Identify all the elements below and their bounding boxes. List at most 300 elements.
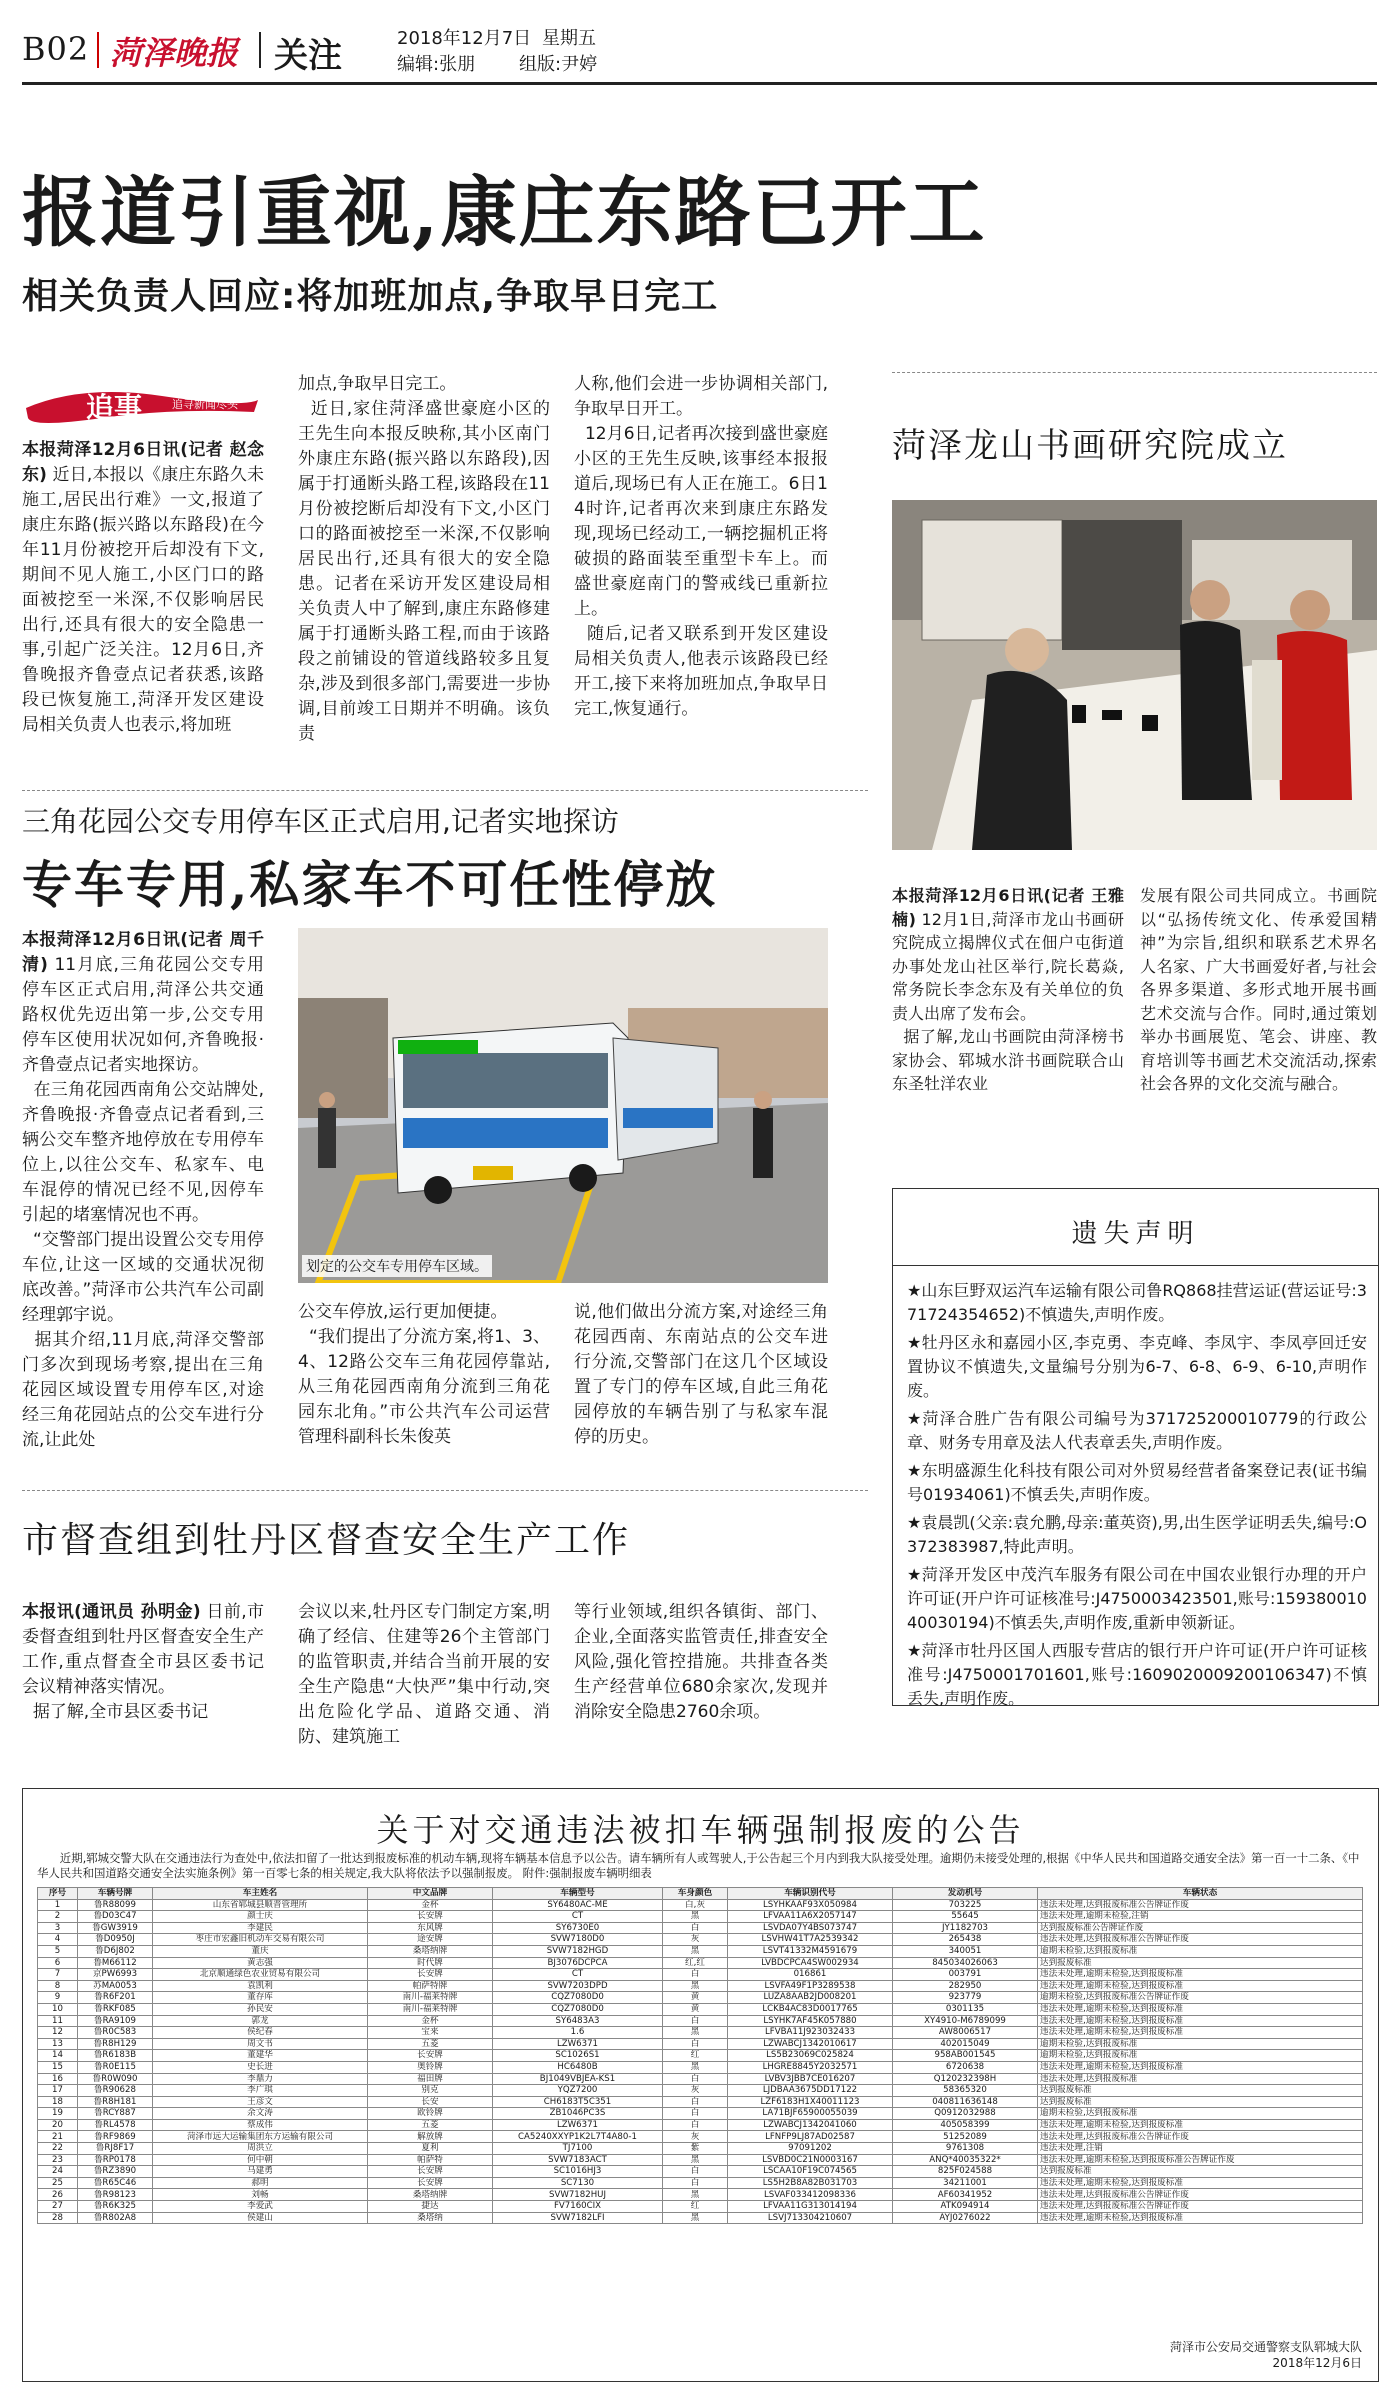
table-cell: 违法未处理,达到报废标准 [1038,2073,1363,2085]
table-cell: FV7160CIX [493,2201,663,2213]
academy-top-rule [892,372,1377,373]
table-row [38,2119,1363,2131]
table-cell: 845034026063 [893,1957,1038,1969]
table-cell: SC7130 [493,2177,663,2189]
table-cell: 违法未处理,注销 [1038,2143,1363,2155]
table-row [38,2108,1363,2120]
table-cell: 13 [38,2038,78,2050]
lead-headline: 报道引重视,康庄东路已开工 [22,168,987,257]
table-cell: LA71BJF65900055039 [728,2108,893,2120]
table-cell: CT [493,1911,663,1923]
table-cell: 鲁R0C583 [78,2027,153,2039]
table-cell: 鲁R8H129 [78,2038,153,2050]
table-cell: 颜士庆 [153,1911,368,1923]
table-row [38,2015,1363,2027]
bus-column-1 [22,928,264,1580]
table-cell: LS5B23069C025824 [728,2050,893,2062]
table-cell: 18 [38,2096,78,2108]
announcement-box [22,1788,1379,2382]
table-cell: 鲁RKF085 [78,2003,153,2015]
table-cell: 003791 [893,1969,1038,1981]
table-cell: 白 [663,1922,728,1934]
table-cell: 21 [38,2131,78,2143]
table-cell: LZW6371 [493,2119,663,2131]
sign-org: 菏泽市公安局交通警察支队郓城大队 [1169,2340,1362,2354]
table-cell: LFNFP9LJ87AD02587 [728,2131,893,2143]
table-cell: 灰 [663,2131,728,2143]
table-row [38,2050,1363,2062]
table-cell: 20 [38,2119,78,2131]
issue-weekday: 星期五 [542,28,596,49]
table-cell: 白 [663,2073,728,2085]
vehicle-table-body [38,1899,1363,2224]
table-cell: 达到报废标准 [1038,2096,1363,2108]
table-cell: 侯建山 [153,2212,368,2224]
academy-photo [892,500,1377,850]
table-cell: 违法未处理,达到报废标准公告牌证作废 [1038,2189,1363,2201]
table-cell: AYJ0276022 [893,2212,1038,2224]
table-cell: 红,红 [663,1957,728,1969]
table-cell: 鲁RCY887 [78,2108,153,2120]
table-cell: 郝明 [153,2177,368,2189]
safety-byline: 本报讯(通讯员 孙明金) [22,1602,201,1622]
table-cell: 鲁RZ3890 [78,2166,153,2178]
table-cell: 达到报废标准 [1038,2166,1363,2178]
table-cell: 夏利 [368,2143,493,2155]
lead-column-1 [22,438,264,748]
table-cell: 鲁D03C47 [78,1911,153,1923]
table-cell: 鲁M66112 [78,1957,153,1969]
table-cell: 金杯 [368,2015,493,2027]
table-cell: LVBDCPCA4SW002934 [728,1957,893,1969]
table-cell: 袁凯利 [153,1980,368,1992]
table-cell: 欧铃牌 [368,2108,493,2120]
table-cell: 紫 [663,2143,728,2155]
table-cell: 刘畅 [153,2189,368,2201]
table-cell: 王彦文 [153,2096,368,2108]
safety-col1-text: 日前,市委督查组到牡丹区督查安全生产工作,重点督查全市县区委书记会议精神落实情况。 据了解,全市县区委书记 [22,1602,264,1722]
table-cell: 白 [663,2038,728,2050]
table-cell: ANQ*40035322* [893,2154,1038,2166]
table-cell: LSVAF033412098336 [728,2189,893,2201]
table-cell: 白 [663,2177,728,2189]
table-cell: 马建勇 [153,2166,368,2178]
table-cell: 周洪立 [153,2143,368,2155]
academy-col2-text: 发展有限公司共同成立。书画院以“弘扬传统文化、传承爱国精神”为宗旨,组织和联系艺术界名人名家、广大书画爱好者,与社会各界多渠道、多形式地开展书画艺术交流与合作。同时,通过策划举办书画展览、笔会、讲座、教育培训等书画艺术交流活动,探索社会各界的文化交流与融合。 [1140,886,1377,1093]
vehicle-table [37,1887,1363,2224]
column-header: 车身颜色 [663,1888,728,1900]
academy-column-1 [892,884,1124,1106]
table-cell: 黑 [663,2212,728,2224]
safety-top-rule [22,1490,868,1491]
lost-notice-item: ★菏泽开发区中茂汽车服务有限公司在中国农业银行办理的开户许可证(开户许可证核准号:J4750003423501,账号:15938001040030194)不慎丢失,声明作废,重新申领新证。 [907,1565,1367,1632]
table-cell: BJ3076DCPCA [493,1957,663,1969]
table-cell: 28 [38,2212,78,2224]
table-cell: 白 [663,1969,728,1981]
layout-name: 组版:尹婷 [519,54,598,75]
table-cell: 长安 [368,2096,493,2108]
table-cell: 10 [38,2003,78,2015]
table-cell: 鲁R98123 [78,2189,153,2201]
bus-top-rule [22,790,868,791]
table-cell: ATK094914 [893,2201,1038,2213]
announcement-title: 关于对交通违法被扣车辆强制报废的公告 [376,1811,1025,1849]
paper-logo: 菏泽晚报 [110,34,239,72]
table-cell: LZWABCJ1342041060 [728,2119,893,2131]
badge-sub-text: 追寻新闻尽头 [172,398,238,411]
lost-notice-title-rule [893,1265,1378,1266]
table-cell: 825F024588 [893,2166,1038,2178]
table-row [38,2038,1363,2050]
table-cell: LHGRE8845Y2032571 [728,2061,893,2073]
table-cell: 17 [38,2085,78,2097]
table-cell: SY6730E0 [493,1922,663,1934]
table-cell: SY6480AC-ME [493,1899,663,1911]
lost-notice-title: 遗失声明 [1071,1219,1200,1249]
table-cell: SY6483A3 [493,2015,663,2027]
table-cell: 董庆 [153,1945,368,1957]
badge-main-text: 追事 [86,391,143,424]
table-cell: 时代牌 [368,1957,493,1969]
table-cell: 李广琪 [153,2085,368,2097]
table-cell: 长安牌 [368,1969,493,1981]
lead-subheadline: 相关负责人回应:将加班加点,争取早日完工 [22,276,719,317]
table-cell: 何中朝 [153,2154,368,2166]
table-cell: 余文涛 [153,2108,368,2120]
table-cell: 7 [38,1969,78,1981]
table-cell: 5 [38,1945,78,1957]
bus-photo [298,928,828,1283]
section-name: 关注 [274,36,342,76]
vehicle-table-wrap [37,1887,1362,2224]
bus-stop-scene-image [298,928,828,1283]
table-cell: 6 [38,1957,78,1969]
academy-headline: 菏泽龙山书画研究院成立 [892,426,1288,466]
safety-column-2 [298,1600,550,1747]
table-row [38,2189,1363,2201]
table-row [38,2201,1363,2213]
table-cell: 鲁R0E115 [78,2061,153,2073]
table-cell: 违法未处理,逾期未检验,达到报废标准 [1038,2119,1363,2131]
table-cell: LUZA8AAB2JD008201 [728,1992,893,2004]
table-cell: LSVDA07Y4BS073747 [728,1922,893,1934]
table-cell: 灰 [663,1934,728,1946]
table-cell: 白 [663,2108,728,2120]
table-cell: LSVFA49F1P3289538 [728,1980,893,1992]
table-cell: 侯纪春 [153,2027,368,2039]
table-cell: CQZ7080D0 [493,1992,663,2004]
table-cell: 孙民安 [153,2003,368,2015]
table-cell: 6720638 [893,2061,1038,2073]
table-cell: 黄 [663,1992,728,2004]
table-cell: 鲁R90628 [78,2085,153,2097]
bus-col1-text: 11月底,三角花园公交专用停车区正式启用,菏泽公共交通路权优先迈出第一步,公交专用停车区使用状况如何,齐鲁晚报·齐鲁壹点记者实地探访。 在三角花园西南角公交站牌处,齐鲁晚报·齐鲁壹点记者看到,三辆公交车整齐地停放在专用停车位上,以往公交车、私家车、电车混停的情况已经不见,因停车引起的堵塞情况也不再。 “交警部门提出设置公交专用停车位,让这一区域的交通状况彻底改善。”菏泽市公共汽车公司副经理郭宇说。 据其介绍,11月底,菏泽交警部门多次到现场考察,提出在三角花园区域设置专用停车区,对途经三角花园站点的公交车进行分流,让此处 [22,955,265,1450]
table-cell: 逾期未检验,达到报废标准 [1038,1945,1363,1957]
table-cell: 达到报废标准 [1038,2085,1363,2097]
table-cell: LZWABCJ1342010617 [728,2038,893,2050]
table-cell: 违法未处理,达到报废标准公告牌证作废 [1038,1899,1363,1911]
table-row [38,2143,1363,2155]
table-cell: LVBV3JBB7CE016207 [728,2073,893,2085]
table-row [38,1945,1363,1957]
table-cell: 捷达 [368,2201,493,2213]
table-cell: 违法未处理,达到报废标准公告牌证作废 [1038,1934,1363,1946]
table-cell: 14 [38,2050,78,2062]
table-cell: 违法未处理,逾期未检验,达到报废标准 [1038,2212,1363,2224]
table-cell: 桑塔纳牌 [368,2189,493,2201]
table-cell: 达到报废标准 [1038,1957,1363,1969]
table-cell: LSVBD0C21N0003167 [728,2154,893,2166]
table-cell: CA5240XXYP1K2L7T4A80-1 [493,2131,663,2143]
table-cell: 南川-福莱特牌 [368,2003,493,2015]
table-cell: 282950 [893,1980,1038,1992]
table-cell: CT [493,1969,663,1981]
header-rule [22,82,1377,85]
table-cell: 违法未处理,逾期未检验,达到报废标准 [1038,2177,1363,2189]
lost-notice-box [892,1188,1379,1706]
table-cell: AW8006517 [893,2027,1038,2039]
bus-kicker: 三角花园公交专用停车区正式启用,记者实地探访 [22,805,619,838]
table-cell: 鲁RF9869 [78,2131,153,2143]
table-cell: HC6480B [493,2061,663,2073]
table-cell: 405058399 [893,2119,1038,2131]
table-cell: 鲁R65C46 [78,2177,153,2189]
table-cell: 22 [38,2143,78,2155]
table-cell: 402015049 [893,2038,1038,2050]
table-cell: 违法未处理,逾期未检验,达到报废标准 [1038,1980,1363,1992]
table-cell: CH6183T5C351 [493,2096,663,2108]
table-cell: 李爱武 [153,2201,368,2213]
table-cell: 鲁GW3919 [78,1922,153,1934]
table-row [38,2096,1363,2108]
table-cell: 违法未处理,逾期未检验,达到报废标准 [1038,2003,1363,2015]
table-cell: 违法未处理,逾期未检验,达到报废标准 [1038,2015,1363,2027]
table-cell: 黑 [663,2154,728,2166]
table-cell: 鲁R0W090 [78,2073,153,2085]
table-cell: SC1016HJ3 [493,2166,663,2178]
table-cell: SVW7182LFI [493,2212,663,2224]
table-cell: 违法未处理,逾期未检验,达到报废标准公告牌证作废 [1038,2154,1363,2166]
table-cell: LFVAA11A6X2057147 [728,1911,893,1923]
table-cell: 黑 [663,2189,728,2201]
table-cell: SVW7203DPD [493,1980,663,1992]
table-cell: 奥铃牌 [368,2061,493,2073]
bus-col3-text: 说,他们做出分流方案,对途经三角花园西南、东南站点的公交车进行分流,交警部门在这几个区域设置了专门的停车区域,自此三角花园停放的车辆告别了与私家车混停的历史。 [574,1302,828,1447]
lead-byline: 本报菏泽12月6日讯(记者 赵念东) [22,440,264,485]
table-cell: LSVHW41T7A2539342 [728,1934,893,1946]
table-row [38,2027,1363,2039]
table-cell: 白 [663,2096,728,2108]
table-cell: 8 [38,1980,78,1992]
table-cell: 白,灰 [663,1899,728,1911]
safety-col3-text: 等行业领域,组织各镇街、部门、企业,全面落实监管责任,排查安全风险,强化管控措施。共排查各类生产经营单位680余家次,发现并消除安全隐患2760余项。 [574,1602,828,1722]
table-cell: 鲁D0950J [78,1934,153,1946]
table-cell: 9 [38,1992,78,2004]
column-header: 车主姓名 [153,1888,368,1900]
table-cell: 违法未处理,逾期未检验,达到报废标准 [1038,1969,1363,1981]
table-cell: LFVBA11J923032433 [728,2027,893,2039]
table-cell: Q0912032988 [893,2108,1038,2120]
table-cell: 白 [663,2015,728,2027]
table-cell: XY4910-M6789099 [893,2015,1038,2027]
bus-byline: 本报菏泽12月6日讯(记者 周千清) [22,930,264,975]
table-cell: ZB1046PC3S [493,2108,663,2120]
academy-col1-text: 12月1日,菏泽市龙山书画研究院成立揭牌仪式在佃户屯街道办事处龙山社区举行,院长葛焱,常务院长李念东及有关单位的负责人出席了发布会。 据了解,龙山书画院由菏泽榜书家协会、郓城水浒书画院联合山东圣牡洋农业 [892,909,1124,1093]
table-cell: 黄志强 [153,1957,368,1969]
table-cell: 逾期未检验,达到报废标准 [1038,2108,1363,2120]
table-cell: 55645 [893,1911,1038,1923]
lead-column-3 [574,372,828,748]
table-cell: 34211001 [893,2177,1038,2189]
table-cell: 山东省郓城县顺晋管理所 [153,1899,368,1911]
table-cell: 途安牌 [368,1934,493,1946]
column-header: 中文品牌 [368,1888,493,1900]
table-cell: 15 [38,2061,78,2073]
table-cell: 五菱 [368,2038,493,2050]
announcement-signature [1170,2339,1362,2371]
table-cell: 黑 [663,1945,728,1957]
table-cell: 2 [38,1911,78,1923]
table-cell: CQZ7080D0 [493,2003,663,2015]
table-cell: YQZ7200 [493,2085,663,2097]
table-row [38,2085,1363,2097]
table-cell: 桑塔纳 [368,2212,493,2224]
table-cell: 灰 [663,2085,728,2097]
table-cell: 北京顺通绿色农业贸易有限公司 [153,1969,368,1981]
table-row [38,1992,1363,2004]
table-cell: 9761308 [893,2143,1038,2155]
table-row [38,2073,1363,2085]
table-cell: LZF6183H1X40011123 [728,2096,893,2108]
table-cell: 黑 [663,2027,728,2039]
lost-notice-item: ★袁晨凯(父亲:袁允鹏,母亲:董英资),男,出生医学证明丢失,编号:O372383987,特此声明。 [907,1513,1367,1556]
table-cell: 黑 [663,2061,728,2073]
table-cell: 解放牌 [368,2131,493,2143]
lost-notice-item: ★东明盛源生化科技有限公司对外贸易经营者备案登记表(证书编号01934061)不慎丢失,声明作废。 [907,1461,1367,1504]
table-cell: 长安牌 [368,2177,493,2189]
table-cell: SVW7182HGD [493,1945,663,1957]
table-cell: 51252089 [893,2131,1038,2143]
table-cell: LZW6371 [493,2038,663,2050]
table-cell: 鲁D6J802 [78,1945,153,1957]
table-cell: 黄 [663,2003,728,2015]
table-cell: 违法未处理,逾期未检验,注销 [1038,1911,1363,1923]
table-cell: LSVJ713304210607 [728,2212,893,2224]
table-cell: 达到报废标准公告牌证作废 [1038,1922,1363,1934]
table-cell: 3 [38,1922,78,1934]
table-row [38,2177,1363,2189]
vehicle-table-header [38,1888,1363,1900]
table-cell: 鲁R8H181 [78,2096,153,2108]
table-cell: 黑 [663,1980,728,1992]
table-cell: 逾期未检验,达到报废标准 [1038,2038,1363,2050]
lost-notice-item: ★菏泽合胜广告有限公司编号为371725200010779的行政公章、财务专用章及法人代表章丢失,声明作废。 [907,1409,1367,1452]
table-cell: 黑 [663,1911,728,1923]
table-row [38,2061,1363,2073]
table-cell: 京PW6993 [78,1969,153,1981]
table-cell: 违法未处理,达到报废标准公告牌证作废 [1038,2201,1363,2213]
table-cell: SVW7180D0 [493,1934,663,1946]
table-cell: 703225 [893,1899,1038,1911]
table-cell: 长安牌 [368,2166,493,2178]
table-cell: 枣庄市宏鑫旧机动车交易有限公司 [153,1934,368,1946]
table-cell: 958AB001545 [893,2050,1038,2062]
lost-notice-item: ★菏泽市牡丹区国人西服专营店的银行开户许可证(开户许可证核准号:J4750001701601,账号:1609020009200106347)不慎丢失,声明作废。 [907,1641,1367,1708]
lead-col3-text: 人称,他们会进一步协调相关部门,争取早日开工。 12月6日,记者再次接到盛世豪庭小区的王先生反映,该事经本报报道后,现场已有人正在施工。6日14时许,记者再次来到康庄东路发现,现场已经动工,一辆挖掘机正将破损的路面装至重型卡车上。而盛世豪庭南门的警戒线已重新拉上。 随后,记者又联系到开发区建设局相关负责人,他表示该路段已经开工,接下来将加班加点,争取早日完工,恢复通行。 [574,374,828,719]
table-cell: 25 [38,2177,78,2189]
lead-col2-text: 加点,争取早日完工。 近日,家住菏泽盛世豪庭小区的王先生向本报反映称,其小区南门外康庄东路(振兴路以东路段),因属于打通断头路工程,该路段在11月份被挖断后却没有下文,小区门口的路面被挖至一米深,不仅影响居民出行,还具有很大的安全隐患。记者在采访开发区建设局相关负责人中了解到,康庄东路修建属于打通断头路工程,而由于该路段之前铺设的管道线路较多且复杂,涉及到很多部门,需要进一步协调,目前竣工日期并不明确。该负责 [298,374,550,744]
safety-column-3 [574,1600,828,1720]
table-cell: 逾期未检验,达到报废标准公告牌证作废 [1038,1992,1363,2004]
table-cell: 红 [663,2050,728,2062]
table-cell: 016861 [728,1969,893,1981]
page-header [22,22,1377,76]
academy-column-2 [1140,884,1377,1106]
page-number: B02 [22,30,90,68]
table-cell: 五菱 [368,2119,493,2131]
lost-notice-item: ★山东巨野双运汽车运输有限公司鲁RQ868挂营运证(营运证号:371724354652)不慎遗失,声明作废。 [907,1281,1367,1324]
table-cell: LSYHK7AF45K057880 [728,2015,893,2027]
header-divider-2 [259,32,261,68]
bus-photo-caption: 划定的公交车专用停车区域。 [302,1255,492,1277]
academy-byline: 本报菏泽12月6日讯(记者 王雅楠) [892,886,1124,929]
table-cell: 帕萨特 [368,2154,493,2166]
table-row [38,1899,1363,1911]
table-cell: 菏泽市远大运输集团东方运输有限公司 [153,2131,368,2143]
issue-date: 2018年12月7日 [397,28,532,49]
lead-column-2 [298,372,550,748]
table-cell: 苏MA0053 [78,1980,153,1992]
table-cell: 鲁R6183B [78,2050,153,2062]
table-cell: 923779 [893,1992,1038,2004]
table-cell: 鲁RP0178 [78,2154,153,2166]
table-cell: BJ1049VBJEA-KS1 [493,2073,663,2085]
column-header: 车辆型号 [493,1888,663,1900]
table-cell: 宝来 [368,2027,493,2039]
table-cell: 逾期未检验,达到报废标准 [1038,2050,1363,2062]
table-cell: 史长进 [153,2061,368,2073]
table-cell: SVW7182HUJ [493,2189,663,2201]
table-cell: LS5H2B8A82B031703 [728,2177,893,2189]
table-cell: 26 [38,2189,78,2201]
table-cell: 帕萨特牌 [368,1980,493,1992]
table-cell: AF60341952 [893,2189,1038,2201]
table-cell: 58365320 [893,2085,1038,2097]
safety-headline: 市督查组到牡丹区督查安全生产工作 [22,1520,631,1561]
table-cell: 周文书 [153,2038,368,2050]
table-cell: 23 [38,2154,78,2166]
calligraphy-scene-image [892,500,1377,850]
table-cell: 0301135 [893,2003,1038,2015]
table-row [38,2131,1363,2143]
table-row [38,2003,1363,2015]
column-header: 序号 [38,1888,78,1900]
table-cell: 长安牌 [368,2050,493,2062]
editor-name: 编辑:张朋 [397,54,476,75]
table-cell: 李鼎力 [153,2073,368,2085]
table-cell: 鲁RJ8F17 [78,2143,153,2155]
table-row [38,1957,1363,1969]
column-header: 车辆状态 [1038,1888,1363,1900]
table-row [38,1922,1363,1934]
table-cell: 265438 [893,1934,1038,1946]
table-cell: LJDBAA3675DD17122 [728,2085,893,2097]
header-divider-1 [97,32,99,68]
table-row [38,1934,1363,1946]
table-cell: 27 [38,2201,78,2213]
table-row [38,2154,1363,2166]
table-cell: 1.6 [493,2027,663,2039]
